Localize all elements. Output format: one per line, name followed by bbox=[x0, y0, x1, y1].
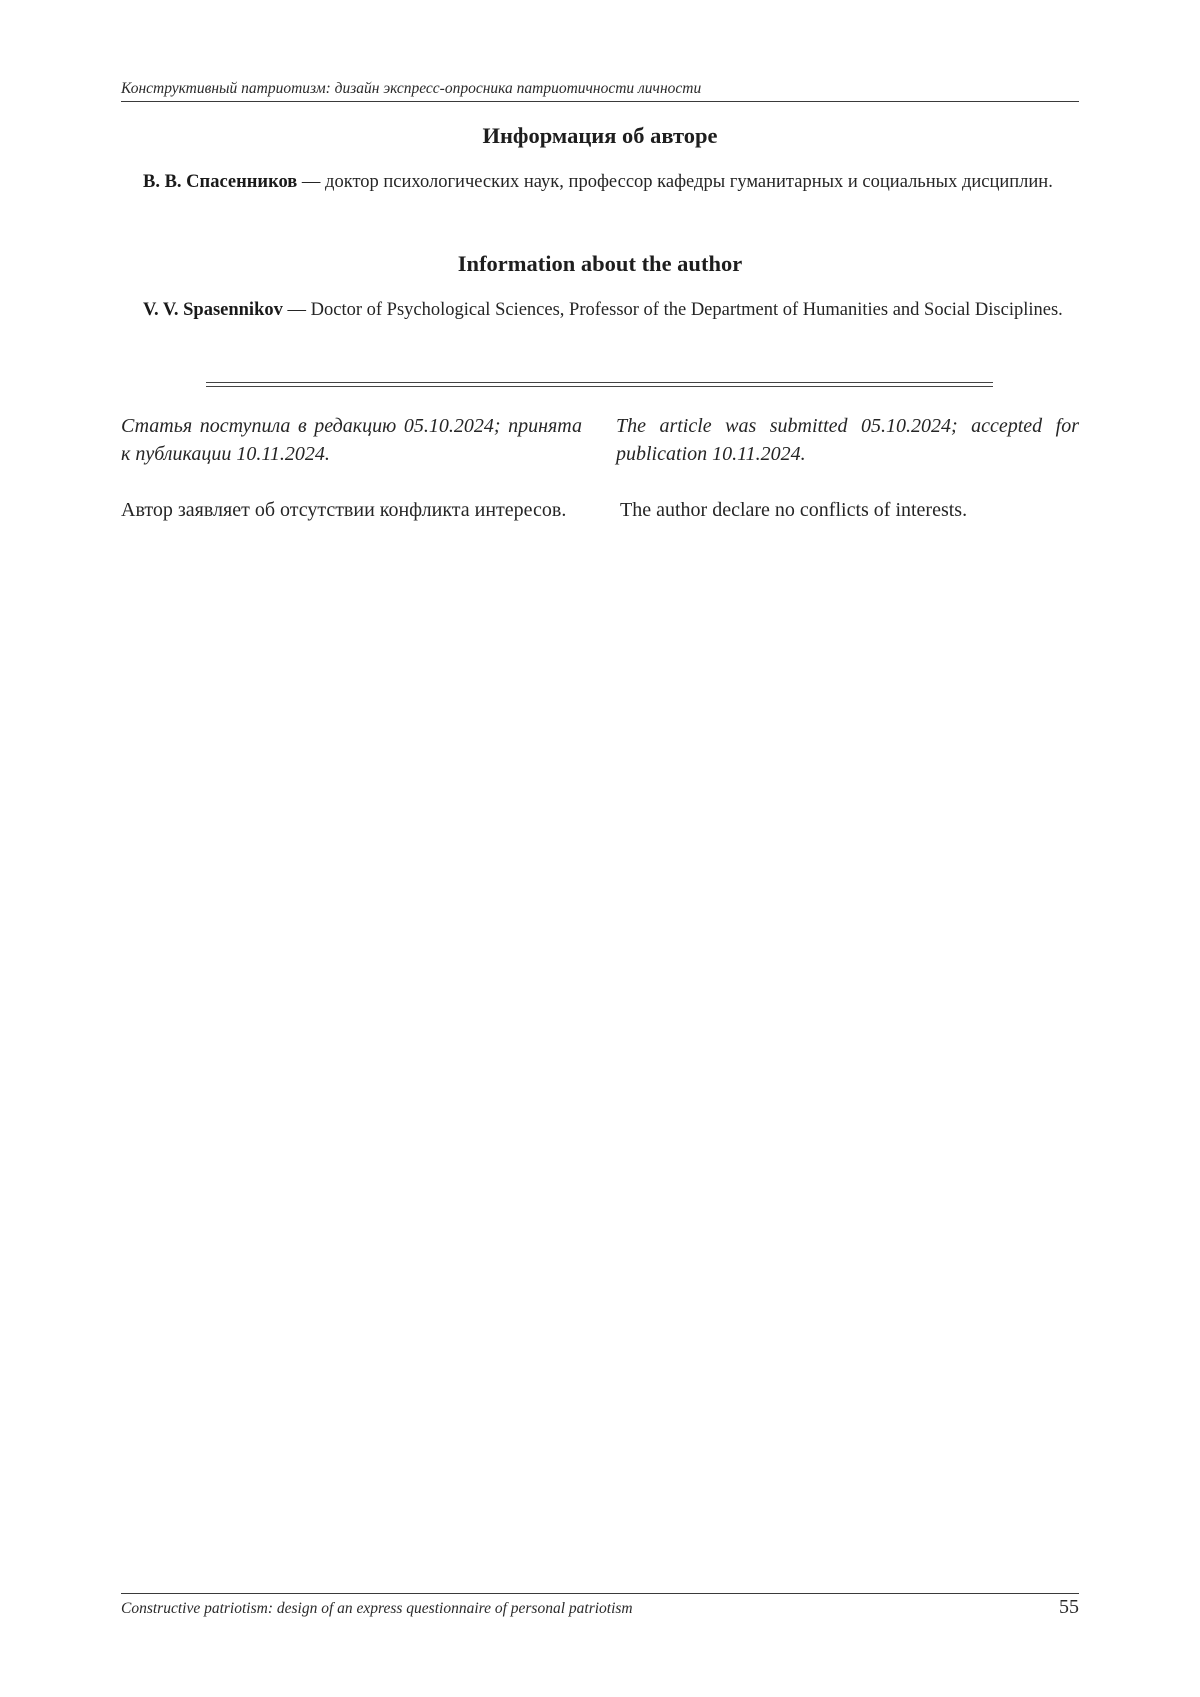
section-divider bbox=[206, 382, 993, 387]
author-description-ru: — доктор психологических наук, профессор кафедры гуманитарных и социальных дисциплин. bbox=[297, 172, 1053, 192]
page-number: 55 bbox=[1059, 1596, 1079, 1618]
running-header: Конструктивный патриотизм: дизайн экспресс-опросника патриотичности личности bbox=[121, 80, 1079, 102]
conflict-statement-en: The author declare no conflicts of interests. bbox=[620, 499, 968, 521]
author-name-en: V. V. Spasennikov bbox=[143, 300, 283, 320]
submission-note-en: The article was submitted 05.10.2024; accepted for publication 10.11.2024. bbox=[616, 415, 1079, 465]
conflict-statement-ru: Автор заявляет об отсутствии конфликта интересов. bbox=[121, 499, 567, 521]
author-info-paragraph-ru bbox=[121, 168, 1079, 197]
author-info-heading-ru: Информация об авторе bbox=[482, 123, 718, 148]
author-description-en: — Doctor of Psychological Sciences, Professor of the Department of Humanities and Social Disciplines. bbox=[282, 300, 1063, 320]
author-name-ru: В. В. Спасенников bbox=[143, 172, 298, 192]
submission-note-ru: Статья поступила в редакцию 05.10.2024; принята к публикации 10.11.2024. bbox=[121, 415, 582, 465]
author-info-paragraph-en bbox=[121, 296, 1079, 325]
author-info-heading-en: Information about the author bbox=[457, 251, 743, 276]
running-footer: Constructive patriotism: design of an express questionnaire of personal patriotism bbox=[121, 1593, 1079, 1618]
